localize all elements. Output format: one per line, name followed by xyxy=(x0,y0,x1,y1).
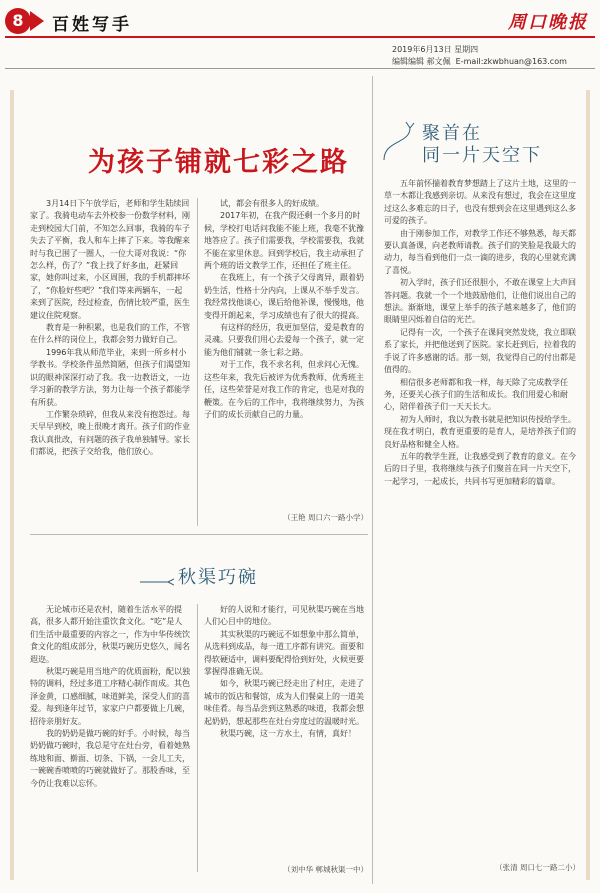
bottom-article-col1 xyxy=(30,604,190,874)
paragraph: 秋渠巧碗是用当地产的优质面粉，配以独特的调料，经过多道工序精心制作而成。其色泽金黄，口感细腻，味道鲜美，深受人们的喜爱。每到逢年过节，家家户户都要做上几碗，招待亲朋好友。 xyxy=(30,667,190,726)
paragraph: 2017年初，在我产假还剩一个多月的时候，学校打电话问我能不能上班，我毫不犹豫地答应了。孩子们需要我，学校需要我，我就不能在家里休息。回到学校后，我主动承担了两个班的语文教学工作，还担任了班主任。 xyxy=(204,211,364,271)
main-article-byline: （王艳 周口六一路小学） xyxy=(283,513,368,522)
editor-text: 编辑编辑 郝文佩 xyxy=(392,57,451,66)
editor-line xyxy=(392,56,567,67)
paragraph: 在我班上，有一个孩子父母离异，跟着奶奶生活，性格十分内向，上课从不举手发言。我经常找他谈心，课后给他补课，慢慢地，他变得开朗起来，学习成绩也有了很大的提高。 xyxy=(204,273,364,320)
paragraph: 五年前怀揣着教育梦想踏上了这片土地，这里的一草一木都让我感到亲切。从来没有想过，我会在这里度过这么多难忘的日子，也没有想到会在这里遇到这么多可爱的孩子。 xyxy=(384,179,576,226)
paragraph: 相信很多老师都和我一样，每天除了完成教学任务，还要关心孩子们的生活和成长。我们用爱心和耐心，陪伴着孩子们一天天长大。 xyxy=(384,377,568,412)
page-number-badge: 8 xyxy=(5,8,31,34)
side-article-title-line2: 同一片天空下 xyxy=(422,145,542,166)
section-separator xyxy=(30,534,368,535)
bottom-article-col2 xyxy=(204,604,368,862)
paragraph: 记得有一次，一个孩子在课间突然发烧，我立即联系了家长，并把他送到了医院。家长赶到后，拉着我的手说了许多感谢的话。那一刻，我觉得自己的付出都是值得的。 xyxy=(384,327,576,375)
paragraph: 对于工作，我不求名利，但求问心无愧。这些年来，我先后被评为优秀教师、优秀班主任，这些荣誉是对我工作的肯定，也是对我的鞭策。在今后的工作中，我将继续努力，为孩子们的成长贡献自己的力量。 xyxy=(204,360,364,419)
section-title: 百姓写手 xyxy=(52,15,132,35)
paper-logo: 周口晚报 xyxy=(508,12,588,33)
paragraph: 初入学时，孩子们还很胆小，不敢在课堂上大声回答问题。我就一个一个地鼓励他们，让他们说出自己的想法。渐渐地，课堂上举手的孩子越来越多了，他们的眼睛里闪烁着自信的光芒。 xyxy=(384,278,576,325)
paragraph: 教育是一种积累，也是我们的工作，不管在什么样的岗位上，我都会努力做好自己。 xyxy=(30,323,190,345)
side-article-body xyxy=(384,178,580,858)
paragraph: 好的人说和才能行，可见秋渠巧碗在当地人们心目中的地位。 xyxy=(204,605,364,627)
right-decor-bar xyxy=(586,90,590,880)
paragraph: 无论城市还是农村，随着生活水平的提高，很多人都开始注重饮食文化。“吃”是人们生活中最重要的内容之一，作为中华传统饮食文化的组成部分，秋渠巧碗历史悠久，闻名遐迩。 xyxy=(30,605,190,664)
paragraph: 有这样的经历，我更加坚信，爱是教育的灵魂。只要我们用心去爱每一个孩子，就一定能为他们铺就一条七彩之路。 xyxy=(204,323,364,357)
main-article-col1 xyxy=(30,198,190,478)
page-tab-arrow xyxy=(30,11,44,31)
swirl-ornament-icon xyxy=(380,120,416,164)
paragraph: 1996年我从师范毕业，来到一所乡村小学教书。学校条件虽然简陋，但孩子们渴望知识的眼神深深打动了我。我一边教语文，一边学习新的教学方法，努力让每一个孩子都能学有所获。 xyxy=(30,347,190,407)
title-ornament-icon xyxy=(140,578,174,586)
paragraph: 五年的教学生涯，让我感受到了教育的意义。在今后的日子里，我将继续与孩子们聚首在同一片天空下，一起学习，一起成长，共同书写更加精彩的篇章。 xyxy=(384,451,576,486)
side-column-divider xyxy=(372,76,373,884)
column-divider xyxy=(197,198,198,526)
paragraph: 秋渠巧碗，这一方水土，有情，真好！ xyxy=(220,729,356,739)
bottom-article-byline: （刘中华 郸城秋渠一中） xyxy=(283,865,368,874)
paragraph: 工作繁杂琐碎，但我从来没有抱怨过。每天早早到校，晚上很晚才离开。孩子们的作业我认真批改，有问题的孩子我单独辅导。家长们都说，把孩子交给我，他们放心。 xyxy=(30,409,190,457)
side-article-title-line1: 聚首在 xyxy=(422,123,482,144)
date-line: 2019年6月13日 星期四 xyxy=(392,45,479,54)
main-article-title: 为孩子铺就七彩之路 xyxy=(88,147,349,178)
paragraph: 3月14日下午放学后，老师和学生陆续回家了。我骑电动车去外校参一份数学材料，刚走到校园大门前，不知怎么回事，我骑的车子失去了平衡，我人和车上摔了下来。等我醒来时与我已围了一圈人，一位大哥对我说：“你怎么样，伤了？”我上找了好多血，赶紧回家，她你叫过来，小区周围，我的手机都摔坏了，“你脸好些吧？”我们等来两辆车，一起来到了医院，经过检查，伤情比较严重，医生建议住院观察。 xyxy=(30,199,190,320)
paragraph: 如今，秋渠巧碗已经走出了村庄，走进了城市的饭店和餐馆，成为人们餐桌上的一道美味佳肴。每当品尝到这熟悉的味道，我都会想起奶奶，想起那些在灶台旁度过的温暖时光。 xyxy=(204,679,364,726)
email-text: E-mail:zkwbhuan@163.com xyxy=(455,57,567,66)
bottom-article-title: 秋渠巧碗 xyxy=(178,567,258,588)
paragraph: 初为人师时，我以为教书就是把知识传授给学生。现在我才明白，教育更重要的是育人，是培养孩子们的良好品格和健全人格。 xyxy=(384,414,576,449)
header-subrule xyxy=(5,68,595,69)
header-rule xyxy=(5,36,595,38)
column-divider xyxy=(197,604,198,872)
paragraph: 我的奶奶是做巧碗的好手。小时候，每当奶奶做巧碗时，我总是守在灶台旁，看着她熟练地和面、擀面、切条、下锅，一会儿工夫，一碗碗香喷喷的巧碗就做好了。那股香味，至今仍让我难以忘怀。 xyxy=(30,729,190,788)
paragraph: 其实秋渠的巧碗远不如想象中那么简单，从选料到成品，每一道工序都有讲究。面要和得软硬适中，调料要配得恰到好处，火候更要掌握得准确无误。 xyxy=(204,629,364,677)
side-article-byline: （张清 周口七一路二小） xyxy=(495,863,580,872)
left-decor-bar xyxy=(10,90,14,880)
paragraph: 试，都会有很多人的好成绩。 xyxy=(220,199,324,208)
paragraph: 由于刚参加工作，对教学工作还不够熟悉，每天都要认真备课，向老教师请教。孩子们的笑脸是我最大的动力，每当看到他们一点一滴的进步，我的心里就充满了喜悦。 xyxy=(384,228,576,275)
main-article-col2 xyxy=(204,198,368,508)
